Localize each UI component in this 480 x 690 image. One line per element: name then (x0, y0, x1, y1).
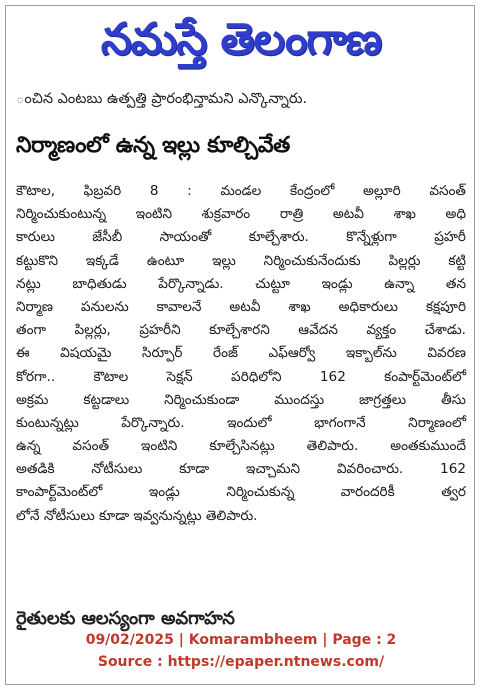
article-line: కౌటాల, ఫిబ్రవరి 8 : మండల కేంద్రంలో అల్లూరి వసంత్ (16, 183, 466, 199)
edition-info: 09/02/2025 | Komarambheem | Page : 2 (85, 632, 397, 648)
article-line: కారులు జేసీబీ సాయంతో కూల్చేశారు. కొన్నేళ్లుగా ప్రహరీ (16, 229, 466, 246)
article-line: తంగా పిల్లర్లు, ప్రహరీని కూల్చేశారని ఆవేదన వ్యక్తం చేశాడు. (16, 322, 466, 339)
article-line: కోరగా.. కౌటాల సెక్షన్ పరిధిలోని 162 కంపార్ట్‌మెంట్‌లో (16, 368, 466, 385)
article-line: కట్టుకొని ఇక్కడే ఉంటూ ఇల్లు నిర్మించుకునేందుకు పిల్లర్లు కట్టి (16, 252, 466, 269)
article-line: నిర్మించుకుంటున్న ఇంటిని శుక్రవారం రాత్రి అటవీ శాఖ అధి (16, 206, 466, 223)
next-article-text: రైతులకు ఆలస్యంగా అవగాహన (16, 608, 235, 629)
article-line: ఈ విషయమై సిర్పూర్ రేంజ్ ఎఫ్ఆర్వో ఇక్బాల్‌ను వివరణ (16, 345, 466, 362)
article-line: నట్లు బాధితుడు పేర్కొన్నాడు. చుట్టూ ఇండ్లు ఉన్నా తన (16, 275, 466, 292)
article-line: అక్రమ కట్టడాలు నిర్మించుకుండా ముందస్తు జాగ్రత్తలు తీసు (16, 391, 466, 408)
article-line: అతడికి నోటీసులు కూడా ఇచ్చామని వివరించారు. 162 (16, 461, 466, 478)
next-article-fragment (16, 608, 466, 629)
article-line: ఉన్న వసంత్ ఇంటిని కూల్చేసినట్లు తెలిపారు. అంతకుముందే (16, 438, 466, 455)
article-line: లోనే నోటీసులు కూడా ఇవ్వనున్నట్లు తెలిపారు. (16, 507, 258, 524)
masthead-logo: నమస్తే తెలంగాణ (100, 14, 382, 65)
article-body (16, 180, 466, 528)
previous-article-fragment (16, 91, 466, 124)
source-link[interactable]: Source : https://epaper.ntnews.com/ (97, 654, 385, 670)
article-line: కాంపార్ట్‌మెంట్‌లో ఇండ్లు నిర్మించుకున్న వారందరికీ త్వర (16, 484, 466, 501)
newspaper-masthead (6, 6, 476, 84)
clipping-frame (5, 5, 475, 685)
article-line: కుంటున్నట్లు పేర్కొన్నారు. ఇందులో భాగంగానే నిర్మాణంలో (16, 414, 466, 431)
clipping-footer (6, 629, 476, 673)
article-line: నిర్మాణ పనులను కావాలనే అటవీ శాఖ అధికారులు కక్షపూరి (16, 298, 466, 315)
article-headline: నిర్మాణంలో ఉన్న ఇల్లు కూల్చివేత (16, 133, 290, 158)
previous-article-text: ంచిన ఎంటబు ఉత్పత్తి ప్రారంభిన్తామని ఎన్కొన్నారు. (16, 91, 308, 107)
